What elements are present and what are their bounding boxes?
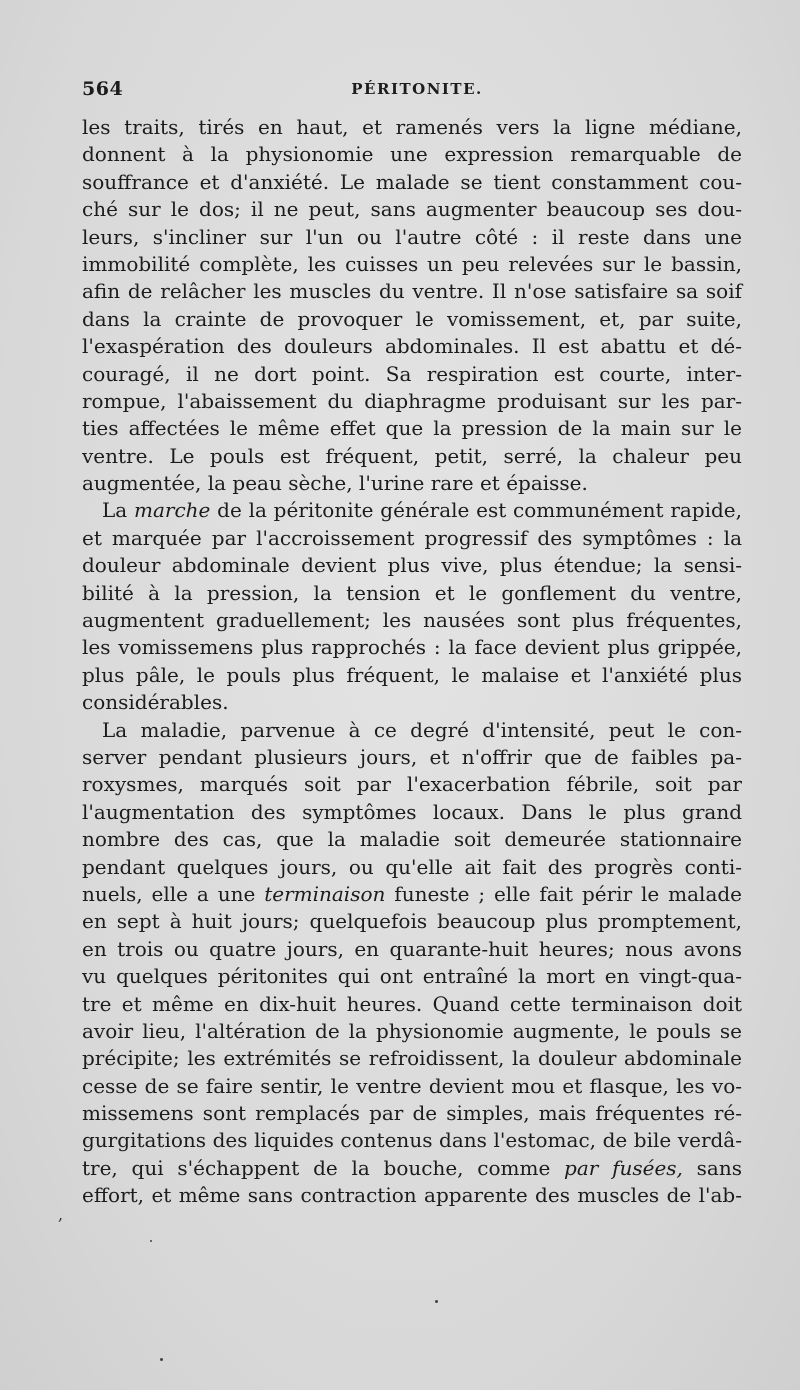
text-line: cesse de se faire sentir, le ventre devient mou et flasque, les vo- [82,1073,742,1098]
text-line: précipite; les extrémités se refroidissent, la douleur abdominale [82,1046,742,1071]
text-segment: La [102,498,134,523]
text-segment: sans [682,1155,742,1180]
text-line: ché sur le dos; il ne peut, sans augmenter beaucoup ses dou- [82,197,742,222]
text-line: effort, et même sans contraction apparente des muscles de l'ab- [82,1183,742,1208]
text-line: bilité à la pression, la tension et le gonflement du ventre, [82,580,742,605]
text-line: missemens sont remplacés par de simples, mais fréquentes ré- [82,1101,742,1126]
text-line: l'exaspération des douleurs abdominales. Il est abattu et dé- [82,334,742,359]
text-line: La maladie, parvenue à ce degré d'intensité, peut le con- [102,717,742,742]
text-line [82,881,742,908]
text-line: roxysmes, marqués soit par l'exacerbation fébrile, soit par [82,772,742,797]
text-line: gurgitations des liquides contenus dans l'estomac, de bile verdâ- [82,1128,742,1153]
text-line: immobilité complète, les cuisses un peu relevées sur le bassin, [82,251,742,276]
text-segment: tre, qui s'échappent de la bouche, comme [82,1155,565,1180]
italic-term: marche [134,498,211,523]
text-line: rompue, l'abaissement du diaphragme produisant sur les par- [82,388,742,413]
text-line: dans la crainte de provoquer le vomissement, et, par suite, [82,306,742,331]
text-line: leurs, s'incliner sur l'un ou l'autre côté : il reste dans une [82,224,742,249]
running-head [82,78,742,102]
text-line: augmentée, la peau sèche, l'urine rare et épaisse. [82,471,588,496]
text-segment: de la péritonite générale est communément rapide, [210,498,743,523]
page-number: 564 [82,78,124,100]
text-line: ventre. Le pouls est fréquent, petit, serré, la chaleur peu [82,443,742,468]
text-line: afin de relâcher les muscles du ventre. Il n'ose satisfaire sa soif [82,279,742,304]
text-line: pendant quelques jours, ou qu'elle ait fait des progrès conti- [82,854,742,879]
body-text [82,114,742,1210]
text-line: considérables. [82,690,229,715]
text-line: nombre des cas, que la maladie soit demeurée stationnaire [82,827,742,852]
text-line: donnent à la physionomie une expression remarquable de [82,142,742,167]
text-line: ties affectées le même effet que la pression de la main sur le [82,416,742,441]
text-line: souffrance et d'anxiété. Le malade se tient constamment cou- [82,169,742,194]
ink-speck [160,1358,163,1361]
text-line: vu quelques péritonites qui ont entraîné la mort en vingt-qua- [82,964,742,989]
text-line: augmentent graduellement; les nausées sont plus fréquentes, [82,608,742,633]
text-line: couragé, il ne dort point. Sa respiration est courte, inter- [82,361,742,386]
text-line: et marquée par l'accroissement progressif des symptômes : la [82,525,742,550]
text-line: tre et même en dix-huit heures. Quand cette terminaison doit [82,991,742,1016]
ink-speck [150,1240,152,1242]
text-line: l'augmentation des symptômes locaux. Dans le plus grand [82,799,742,824]
italic-term: par fusées, [564,1155,683,1180]
text-line: en trois ou quatre jours, en quarante-huit heures; nous avons [82,936,742,961]
text-line: avoir lieu, l'altération de la physionomie augmente, le pouls se [82,1018,742,1043]
text-line: en sept à huit jours; quelquefois beaucoup plus promptement, [82,909,742,934]
text-line [82,497,742,524]
running-title: PÉRITONITE. [351,80,483,98]
text-line: server pendant plusieurs jours, et n'offrir que de faibles pa- [82,744,742,769]
margin-mark: , [58,1205,64,1224]
text-line: plus pâle, le pouls plus fréquent, le malaise et l'anxiété plus [82,662,742,687]
ink-speck [435,1300,438,1303]
text-line: les vomissemens plus rapprochés : la face devient plus grippée, [82,635,742,660]
text-line [82,1155,742,1182]
text-segment: nuels, elle a une [82,881,265,906]
text-line: douleur abdominale devient plus vive, plus étendue; la sensi- [82,553,742,578]
text-line: les traits, tirés en haut, et ramenés vers la ligne médiane, [82,115,742,139]
italic-term: terminaison [264,881,386,906]
text-segment: funeste ; elle fait périr le malade [385,881,743,906]
